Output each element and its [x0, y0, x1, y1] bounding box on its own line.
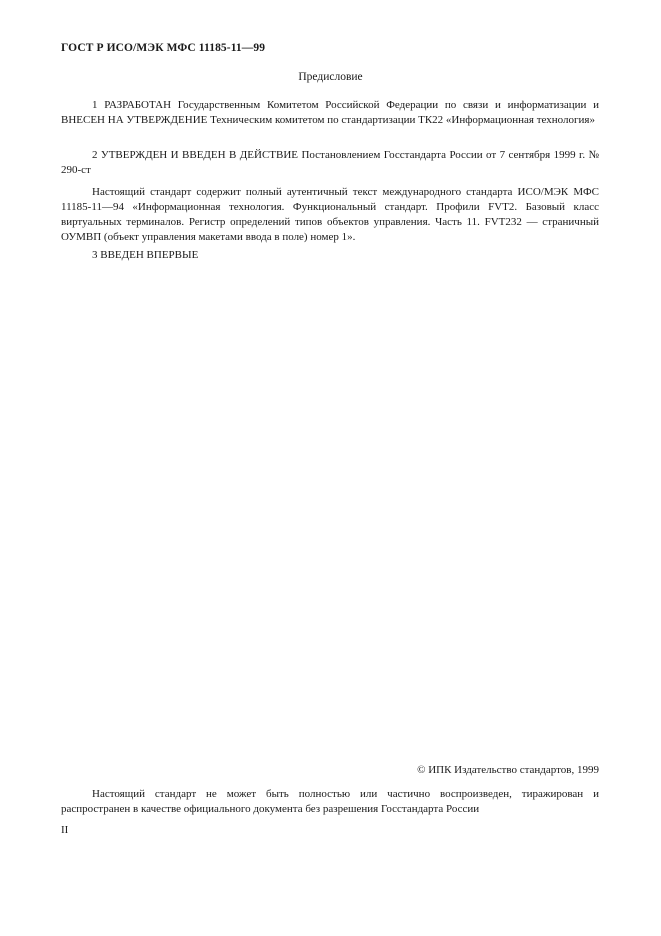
preface-item-3: 3 ВВЕДЕН ВПЕРВЫЕ: [92, 249, 199, 261]
reproduction-notice: Настоящий стандарт не может быть полностью или частично воспроизведен, тиражирован и распространен в качестве официального документа без разрешения Госстандарта России: [61, 788, 599, 815]
copyright-line: © ИПК Издательство стандартов, 1999: [417, 764, 599, 776]
preface-item-2: 2 УТВЕРЖДЕН И ВВЕДЕН В ДЕЙСТВИЕ Постановлением Госстандарта России от 7 сентября 1999 г. № 290-ст: [61, 149, 599, 176]
preface-item-1: 1 РАЗРАБОТАН Государственным Комитетом Российской Федерации по связи и информатизации и ВНЕСЕН НА УТВЕРЖДЕНИЕ Техническим комитетом по стандартизации ТК22 «Информационная технология»: [61, 99, 599, 126]
preface-title: Предисловие: [298, 71, 363, 83]
preface-item-2-note: Настоящий стандарт содержит полный аутентичный текст международного стандарта ИСО/МЭК МФС 11185-11—94 «Информационная технология. Функциональный стандарт. Профили FVT2. Базовый класс виртуальных терминалов. Регистр определений типов объектов управления. Часть 11. FVT232 — страничный ОУМВП (объект управления макетами ввода в поле) номер 1».: [61, 186, 599, 243]
document-code: ГОСТ Р ИСО/МЭК МФС 11185-11—99: [61, 42, 266, 54]
page-number: II: [61, 824, 69, 836]
